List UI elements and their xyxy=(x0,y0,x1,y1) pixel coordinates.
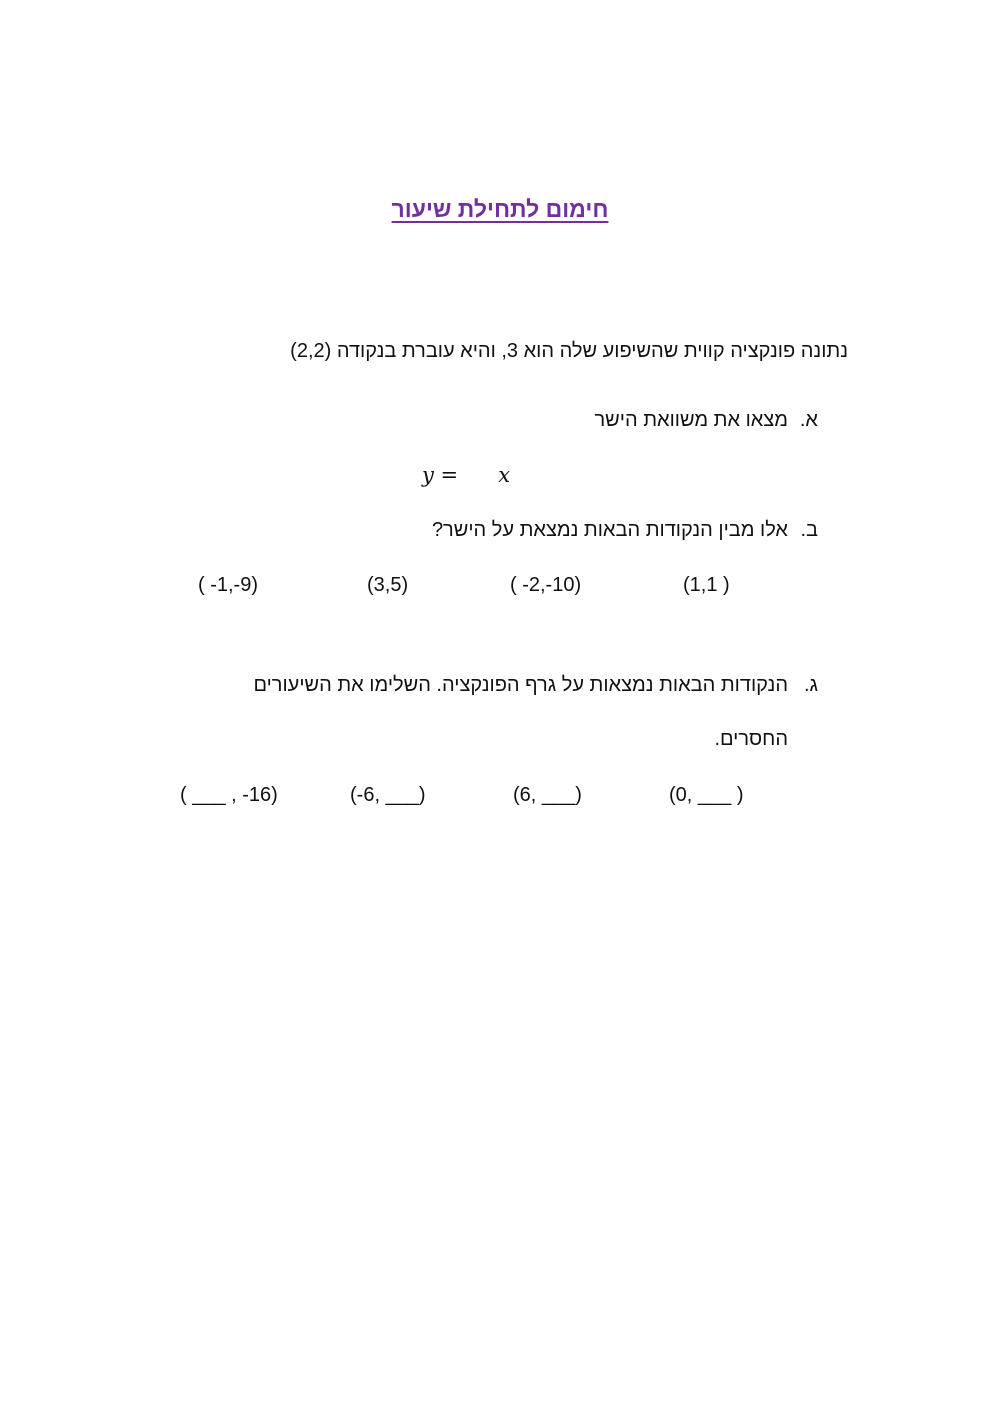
point-option: (3,5) xyxy=(367,574,409,596)
intro-text: נתונה פונקציה קווית שהשיפוע שלה הוא 3, והיא עוברת בנקודה (2,2) xyxy=(290,340,848,362)
point-option: (1,1 ) xyxy=(683,574,730,596)
question-a xyxy=(594,409,818,432)
question-c-text-continued: החסרים. xyxy=(714,728,788,750)
missing-point: (0, ___ ) xyxy=(669,784,744,806)
question-b xyxy=(432,519,818,542)
question-c-letter: ג. xyxy=(803,674,818,696)
point-option: ( -2,-10) xyxy=(510,574,582,596)
page-title: חימום לתחילת שיעור xyxy=(391,196,609,222)
question-c-text: הנקודות הבאות נמצאות על גרף הפונקציה. השלימו את השיעורים xyxy=(253,674,788,696)
question-a-letter: א. xyxy=(799,409,818,431)
equation xyxy=(422,463,510,487)
equation-lhs: y = xyxy=(422,463,459,487)
question-b-letter: ב. xyxy=(800,519,818,541)
point-option: ( -1,-9) xyxy=(198,574,258,596)
missing-point: ( ___ , -16) xyxy=(180,784,278,806)
question-c xyxy=(253,674,818,697)
equation-rhs: x xyxy=(498,463,511,487)
question-a-text: מצאו את משוואת הישר xyxy=(594,409,788,431)
missing-point: (-6, ___) xyxy=(350,784,426,806)
missing-point: (6, ___) xyxy=(513,784,582,806)
question-b-text: אלו מבין הנקודות הבאות נמצאת על הישר? xyxy=(431,519,788,541)
